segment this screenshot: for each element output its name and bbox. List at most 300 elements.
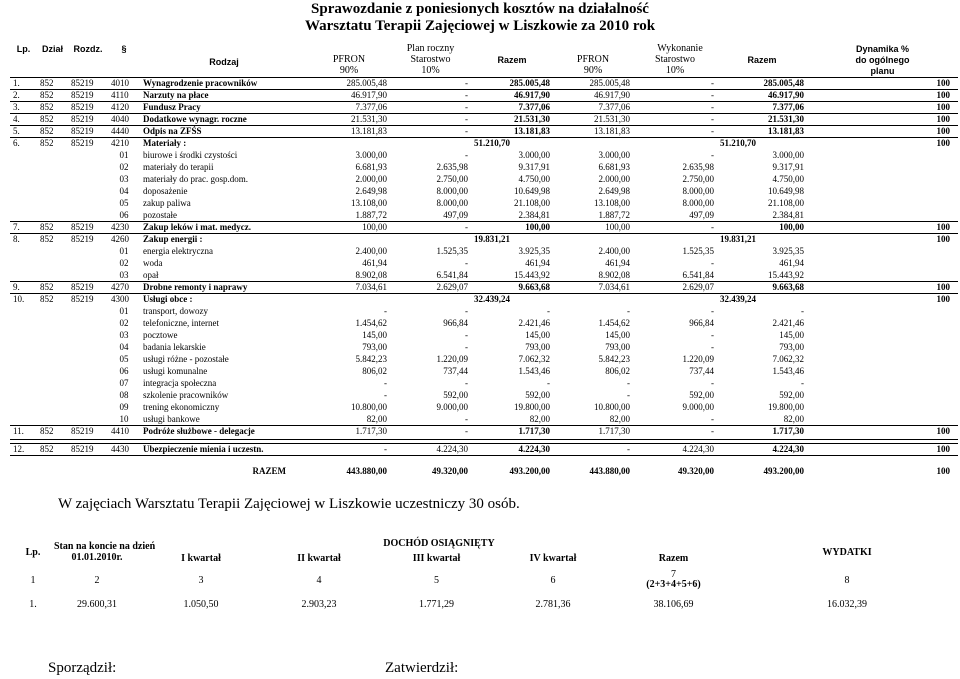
sub-plan-razem: - — [547, 377, 551, 388]
row-wyk-starostwo — [633, 138, 717, 150]
sub-row — [10, 342, 958, 354]
row-lp: 8. — [10, 234, 37, 246]
row-rozdz: 85219 — [68, 234, 108, 246]
income-num-3: 3 — [198, 574, 204, 586]
sub-rozdz — [68, 390, 108, 402]
total-label: RAZEM — [252, 465, 286, 476]
sub-name: usługi różne - pozostałe — [143, 353, 229, 364]
sub-dzial — [37, 150, 68, 162]
spacer-cell — [471, 456, 553, 466]
row-wyk-starostwo: - — [633, 222, 717, 234]
header-paragraph: § — [121, 44, 127, 54]
row-lp: 12. — [10, 444, 37, 456]
sub-wyk-pfron: 82,00 — [609, 413, 631, 424]
sub-row — [10, 354, 958, 366]
income-header-razem: Razem — [658, 553, 689, 564]
sub-wyk-razem: 7.062,32 — [772, 353, 805, 364]
row-wyk-razem: 100,00 — [717, 222, 807, 234]
sub-lp — [10, 162, 37, 174]
sub-rozdz — [68, 258, 108, 270]
row-dynamika: 100 — [807, 138, 958, 150]
sub-wyk-razem: 15.443,92 — [768, 269, 805, 280]
row-wyk-pfron: 13.181,83 — [553, 126, 633, 138]
row-wyk-starostwo: - — [633, 114, 717, 126]
sub-dzial — [37, 270, 68, 282]
sub-wyk-pfron: 10.800,00 — [594, 401, 631, 412]
sub-plan-starostwo: 2.635,98 — [436, 161, 468, 172]
row-name: Dodatkowe wynagr. roczne — [140, 114, 308, 126]
header-wyk-razem: Razem — [747, 55, 777, 65]
sub-code: 09 — [119, 401, 129, 412]
sub-dzial — [37, 354, 68, 366]
sub-plan-pfron: 10.800,00 — [351, 401, 387, 412]
sub-code: 01 — [119, 305, 129, 316]
row-lp: 4. — [10, 114, 37, 126]
sub-name: materiały do terapii — [143, 161, 214, 172]
sub-plan-starostwo: 8.000,00 — [436, 197, 468, 208]
row-dynamika: 100 — [807, 426, 958, 440]
income-val-q3: 1.771,29 — [419, 598, 454, 610]
sub-lp — [10, 318, 37, 330]
row-plan-razem: 100,00 — [471, 222, 553, 234]
sub-lp — [10, 210, 37, 222]
row-wyk-pfron — [553, 138, 633, 150]
header-rozdz: Rozdz. — [73, 44, 103, 54]
row-name: Ubezpieczenie mienia i uczestn. — [140, 444, 308, 456]
sub-row — [10, 270, 958, 282]
row-name: Drobne remonty i naprawy — [140, 282, 308, 294]
sub-code: 05 — [119, 353, 129, 364]
income-num-1: 1 — [30, 574, 36, 586]
income-num-4: 4 — [316, 574, 322, 586]
header-wyk-starostwo-pct: 10% — [665, 66, 685, 76]
sub-wyk-pfron: 1.887,72 — [598, 209, 631, 220]
sub-dynamika — [807, 246, 958, 258]
sub-dynamika — [807, 354, 958, 366]
row-plan-razem: 9.663,68 — [471, 282, 553, 294]
sub-code: 02 — [119, 317, 129, 328]
income-num-5: 5 — [434, 574, 439, 586]
sub-dynamika — [807, 198, 958, 210]
sub-wyk-starostwo: 6.541,84 — [682, 269, 715, 280]
sub-dzial — [37, 210, 68, 222]
sub-rozdz — [68, 186, 108, 198]
table-row — [10, 114, 958, 126]
sub-code: 03 — [119, 173, 129, 184]
sub-row — [10, 366, 958, 378]
sub-lp — [10, 414, 37, 426]
row-wyk-razem: 4.224,30 — [717, 444, 807, 456]
sub-lp — [10, 306, 37, 318]
sub-plan-starostwo: 592,00 — [443, 389, 468, 400]
sub-code: 01 — [119, 245, 129, 256]
sub-wyk-razem: 793,00 — [779, 341, 805, 352]
header-dynamika-3: planu — [870, 66, 895, 76]
total-w1: 443.880,00 — [589, 465, 631, 476]
row-dynamika: 100 — [807, 114, 958, 126]
row-wyk-starostwo: 2.629,07 — [633, 282, 717, 294]
sub-name: badania lekarskie — [143, 341, 206, 352]
sub-dynamika — [807, 378, 958, 390]
row-lp: 1. — [10, 78, 37, 90]
sub-wyk-starostwo: - — [711, 257, 715, 268]
sub-code: 02 — [119, 161, 129, 172]
sub-rozdz — [68, 198, 108, 210]
header-wyk-pfron-pct: 90% — [583, 66, 603, 76]
row-plan-razem: 32.439,24 — [471, 294, 553, 306]
spacer-cell — [10, 456, 37, 466]
sub-plan-starostwo: 6.541,84 — [436, 269, 468, 280]
row-plan-starostwo: 4.224,30 — [390, 444, 471, 456]
sub-dzial — [37, 390, 68, 402]
row-dzial: 852 — [37, 90, 68, 102]
sub-plan-pfron: 82,00 — [366, 413, 387, 424]
income-header-row-1 — [14, 537, 958, 550]
total-p3: 493.200,00 — [509, 465, 551, 476]
sub-dzial — [37, 174, 68, 186]
sub-code: 06 — [119, 365, 129, 376]
table-row — [10, 294, 958, 306]
row-rozdz: 85219 — [68, 114, 108, 126]
sub-name: integracja społeczna — [143, 377, 217, 388]
sub-lp — [10, 342, 37, 354]
sub-lp — [10, 390, 37, 402]
header-wykonanie: Wykonanie — [657, 44, 703, 54]
table-row — [10, 222, 958, 234]
sub-name: energia elektryczna — [143, 245, 214, 256]
row-rozdz: 85219 — [68, 126, 108, 138]
row-dzial: 852 — [37, 426, 68, 440]
header-rodzaj: Rodzaj — [209, 57, 239, 67]
spacer-cell — [553, 456, 633, 466]
header-plan-starostwo-pct: 10% — [421, 66, 440, 76]
sub-dynamika — [807, 342, 958, 354]
sub-lp — [10, 186, 37, 198]
sub-name: telefoniczne, internet — [143, 317, 219, 328]
row-plan-starostwo: - — [390, 78, 471, 90]
sub-name: biurowe i środki czystości — [143, 149, 238, 160]
income-table — [14, 537, 958, 615]
income-val-q1: 1.050,50 — [183, 598, 219, 610]
sub-wyk-razem: 9.317,91 — [772, 161, 805, 172]
row-plan-razem: 285.005,48 — [471, 78, 553, 90]
sub-name: transport, dowozy — [143, 305, 208, 316]
sub-wyk-razem: 3.000,00 — [772, 149, 805, 160]
row-plan-pfron — [308, 294, 390, 306]
sub-wyk-razem: 19.800,00 — [768, 401, 805, 412]
header-plan-pfron: PFRON — [332, 55, 366, 65]
row-dynamika: 100 — [807, 294, 958, 306]
sub-rozdz — [68, 354, 108, 366]
sub-dynamika — [807, 210, 958, 222]
row-wyk-razem: 7.377,06 — [717, 102, 807, 114]
sub-row — [10, 390, 958, 402]
table-row — [10, 426, 958, 440]
sub-name: usługi bankowe — [143, 413, 200, 424]
header-wyk-starostwo: Starostwo — [655, 55, 696, 65]
spacer-cell — [633, 456, 717, 466]
row-wyk-pfron: 7.377,06 — [553, 102, 633, 114]
sub-name: opał — [143, 269, 159, 280]
row-wyk-starostwo — [633, 234, 717, 246]
row-dzial: 852 — [37, 282, 68, 294]
row-dynamika: 100 — [807, 222, 958, 234]
sub-wyk-starostwo: - — [711, 413, 715, 424]
sub-lp — [10, 258, 37, 270]
table-row — [10, 78, 958, 90]
spacer-cell — [140, 456, 308, 466]
income-val-stan: 29.600,31 — [77, 598, 117, 610]
row-name: Podróże służbowe - delegacje — [140, 426, 308, 440]
sub-plan-starostwo: 497,09 — [443, 209, 468, 220]
header-plan-razem: Razem — [497, 55, 527, 65]
income-header-q1: I kwartał — [181, 553, 221, 564]
row-wyk-starostwo: - — [633, 126, 717, 138]
sub-dynamika — [807, 174, 958, 186]
table-row — [10, 102, 958, 114]
row-plan-razem: 51.210,70 — [471, 138, 553, 150]
row-wyk-starostwo: 4.224,30 — [633, 444, 717, 456]
row-plan-starostwo: - — [390, 102, 471, 114]
sub-dynamika — [807, 402, 958, 414]
sub-dzial — [37, 246, 68, 258]
row-dzial: 852 — [37, 234, 68, 246]
sub-lp — [10, 174, 37, 186]
spacer-cell — [37, 456, 68, 466]
header-dynamika-2: do ogólnego — [855, 55, 910, 65]
sub-wyk-razem: 2.421,46 — [772, 317, 805, 328]
row-wyk-pfron — [553, 234, 633, 246]
row-dynamika: 100 — [807, 234, 958, 246]
sub-wyk-pfron: 8.902,08 — [598, 269, 631, 280]
sub-wyk-starostwo: - — [711, 329, 715, 340]
sub-rozdz — [68, 246, 108, 258]
sub-wyk-starostwo: 497,09 — [689, 209, 715, 220]
sub-rozdz — [68, 162, 108, 174]
sub-wyk-razem: 10.649,98 — [768, 185, 805, 196]
sub-dynamika — [807, 366, 958, 378]
row-rozdz: 85219 — [68, 294, 108, 306]
income-header-q4: IV kwartał — [529, 553, 577, 564]
total-w2: 49.320,00 — [678, 465, 715, 476]
sub-dzial — [37, 186, 68, 198]
sub-plan-starostwo: 737,44 — [443, 365, 468, 376]
row-wyk-pfron: 21.531,30 — [553, 114, 633, 126]
row-rozdz: 85219 — [68, 426, 108, 440]
sub-plan-razem: - — [547, 305, 551, 316]
row-lp: 2. — [10, 90, 37, 102]
sub-code: 01 — [119, 149, 129, 160]
row-wyk-starostwo: - — [633, 426, 717, 440]
row-paragraph: 4260 — [108, 234, 140, 246]
sub-plan-razem: 145,00 — [525, 329, 551, 340]
sub-name: pocztowe — [143, 329, 178, 340]
sub-code: 06 — [119, 209, 129, 220]
row-name: Odpis na ZFŚS — [140, 126, 308, 138]
row-paragraph: 4010 — [108, 78, 140, 90]
sub-lp — [10, 354, 37, 366]
row-wyk-razem: 19.831,21 — [717, 234, 807, 246]
spacer-cell — [108, 456, 140, 466]
row-wyk-starostwo — [633, 294, 717, 306]
sub-plan-pfron: 6.681,93 — [355, 161, 387, 172]
sub-lp — [10, 378, 37, 390]
sub-wyk-starostwo: 966,84 — [689, 317, 715, 328]
row-wyk-razem: 1.717,30 — [717, 426, 807, 440]
sub-rozdz — [68, 402, 108, 414]
sub-wyk-starostwo: - — [711, 341, 715, 352]
sub-plan-starostwo: 1.525,35 — [436, 245, 468, 256]
sub-wyk-starostwo: - — [711, 149, 715, 160]
sub-name: doposażenie — [143, 185, 188, 196]
row-plan-pfron — [308, 234, 390, 246]
sub-name: szkolenie pracowników — [143, 389, 229, 400]
sub-rozdz — [68, 150, 108, 162]
row-name: Narzuty na płace — [140, 90, 308, 102]
sub-code: 03 — [119, 329, 129, 340]
sub-dzial — [37, 366, 68, 378]
row-dzial: 852 — [37, 114, 68, 126]
sub-plan-razem: 4.750,00 — [518, 173, 551, 184]
sub-dzial — [37, 198, 68, 210]
row-wyk-razem: 285.005,48 — [717, 78, 807, 90]
sub-wyk-pfron: 2.400,00 — [598, 245, 631, 256]
row-wyk-razem: 9.663,68 — [717, 282, 807, 294]
sub-plan-razem: 2.384,81 — [518, 209, 551, 220]
sub-wyk-pfron: 13.108,00 — [594, 197, 631, 208]
income-val-lp: 1. — [29, 598, 37, 610]
sub-plan-starostwo: - — [465, 257, 468, 268]
sub-rozdz — [68, 270, 108, 282]
row-plan-starostwo: - — [390, 114, 471, 126]
sub-plan-pfron: 1.454,62 — [355, 317, 387, 328]
sub-wyk-pfron: 2.649,98 — [598, 185, 631, 196]
row-rozdz: 85219 — [68, 138, 108, 150]
header-plan-roczny: Plan roczny — [406, 44, 455, 54]
income-header-lp: Lp. — [25, 546, 41, 558]
sub-wyk-razem: - — [801, 377, 805, 388]
sub-plan-razem: 461,94 — [525, 257, 551, 268]
sub-code: 08 — [119, 389, 129, 400]
row-plan-starostwo: - — [390, 426, 471, 440]
sub-plan-razem: 1.543,46 — [518, 365, 551, 376]
row-dynamika: 100 — [807, 282, 958, 294]
row-plan-pfron — [308, 138, 390, 150]
sub-name: trening ekonomiczny — [143, 401, 220, 412]
row-wyk-starostwo: - — [633, 78, 717, 90]
row-plan-starostwo: - — [390, 222, 471, 234]
spacer-cell — [717, 456, 807, 466]
row-plan-pfron: 13.181,83 — [308, 126, 390, 138]
sub-plan-starostwo: 9.000,00 — [436, 401, 468, 412]
row-paragraph: 4270 — [108, 282, 140, 294]
sub-dzial — [37, 330, 68, 342]
row-plan-razem: 13.181,83 — [471, 126, 553, 138]
sub-row — [10, 162, 958, 174]
row-rozdz: 85219 — [68, 78, 108, 90]
sub-plan-pfron: 5.842,23 — [355, 353, 387, 364]
row-wyk-pfron: 7.034,61 — [553, 282, 633, 294]
row-lp: 6. — [10, 138, 37, 150]
sub-plan-starostwo: - — [465, 413, 468, 424]
sub-dynamika — [807, 306, 958, 318]
sub-code: 04 — [119, 341, 129, 352]
row-wyk-starostwo: - — [633, 90, 717, 102]
zatwierdzil-label: Zatwierdził: — [385, 660, 459, 676]
sub-rozdz — [68, 414, 108, 426]
sub-plan-starostwo: 8.000,00 — [436, 185, 468, 196]
sub-plan-razem: 3.925,35 — [518, 245, 551, 256]
sub-row — [10, 258, 958, 270]
sub-dzial — [37, 402, 68, 414]
table-row — [10, 282, 958, 294]
sub-code: 07 — [119, 377, 129, 388]
sub-plan-pfron: 145,00 — [362, 329, 387, 340]
income-val-q2: 2.903,23 — [301, 598, 337, 610]
report-title-line1: Sprawozdanie z poniesionych kosztów na działalność — [311, 1, 649, 17]
sub-lp — [10, 198, 37, 210]
row-wyk-pfron: 1.717,30 — [553, 426, 633, 440]
sub-rozdz — [68, 318, 108, 330]
sub-rozdz — [68, 210, 108, 222]
sub-dzial — [37, 162, 68, 174]
sub-wyk-razem: 82,00 — [783, 413, 805, 424]
row-plan-pfron: 100,00 — [308, 222, 390, 234]
spacer-cell — [807, 456, 958, 466]
sub-wyk-razem: 21.108,00 — [768, 197, 805, 208]
sub-wyk-starostwo: 9.000,00 — [682, 401, 715, 412]
income-num-6: 6 — [550, 574, 556, 586]
sub-plan-pfron: 1.887,72 — [355, 209, 387, 220]
sub-name: woda — [143, 257, 163, 268]
row-dzial: 852 — [37, 78, 68, 90]
sub-wyk-razem: - — [801, 305, 805, 316]
row-wyk-starostwo: - — [633, 102, 717, 114]
row-paragraph: 4440 — [108, 126, 140, 138]
row-plan-pfron: 7.377,06 — [308, 102, 390, 114]
sub-row — [10, 246, 958, 258]
sub-wyk-pfron: 5.842,23 — [598, 353, 631, 364]
sub-row — [10, 378, 958, 390]
row-plan-pfron: 21.531,30 — [308, 114, 390, 126]
sub-plan-starostwo: 2.750,00 — [436, 173, 468, 184]
row-plan-razem: 1.717,30 — [471, 426, 553, 440]
spacer-cell — [68, 456, 108, 466]
sub-wyk-pfron: - — [627, 305, 631, 316]
row-dynamika: 100 — [807, 90, 958, 102]
header-lp: Lp. — [16, 44, 31, 54]
row-paragraph: 4040 — [108, 114, 140, 126]
row-dynamika: 100 — [807, 126, 958, 138]
row-plan-pfron: - — [308, 444, 390, 456]
row-name: Usługi obce : — [140, 294, 308, 306]
sub-wyk-pfron: 806,02 — [605, 365, 631, 376]
row-wyk-pfron: 46.917,90 — [553, 90, 633, 102]
sub-wyk-razem: 145,00 — [779, 329, 805, 340]
sub-plan-razem: 15.443,92 — [514, 269, 551, 280]
sub-wyk-razem: 1.543,46 — [772, 365, 805, 376]
sub-code: 04 — [119, 185, 129, 196]
row-plan-razem: 19.831,21 — [471, 234, 553, 246]
sub-dzial — [37, 414, 68, 426]
row-dynamika: 100 — [807, 78, 958, 90]
sub-plan-pfron: 13.108,00 — [351, 197, 387, 208]
row-plan-razem: 7.377,06 — [471, 102, 553, 114]
header-wyk-pfron: PFRON — [576, 55, 610, 65]
sub-name: zakup paliwa — [143, 197, 191, 208]
sub-dynamika — [807, 414, 958, 426]
sub-plan-razem: 9.317,91 — [518, 161, 551, 172]
